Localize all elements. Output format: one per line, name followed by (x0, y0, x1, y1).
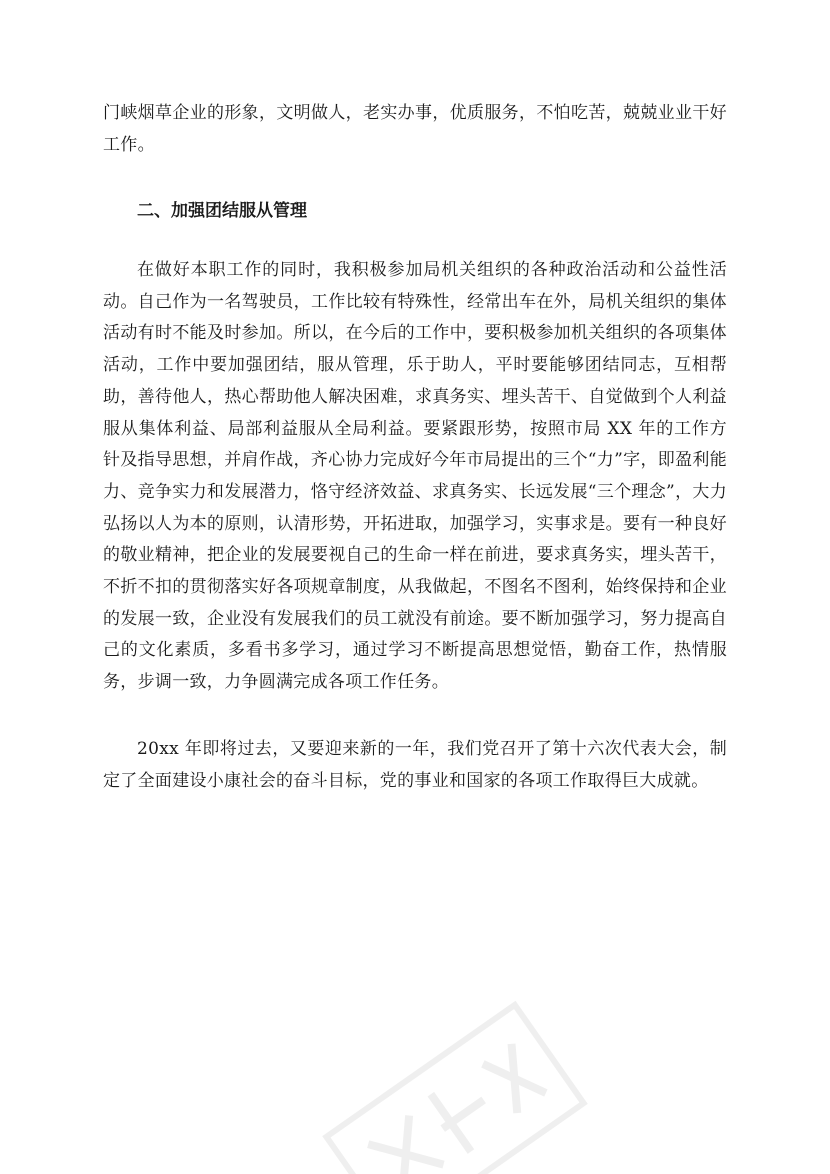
body-paragraph: 在做好本职工作的同时，我积极参加局机关组织的各种政治活动和公益性活动。自己作为一名驾驶员，工作比较有特殊性，经常出车在外，局机关组织的集体活动有时不能及时参加。所以，在今后的工作中，要积极参加机关组织的各项集体活动，工作中要加强团结，服从管理，乐于助人，平时要能够团结同志，互相帮助，善待他人，热心帮助他人解决困难，求真务实、埋头苦干、自觉做到个人利益服从集体利益、局部利益服从全局利益。要紧跟形势，按照市局 XX 年的工作方针及指导思想，并肩作战，齐心协力完成好今年市局提出的三个“力”字，即盈利能力、竞争实力和发展潜力，恪守经济效益、求真务实、长远发展“三个理念”，大力弘扬以人为本的原则，认清形势，开拓进取，加强学习，实事求是。要有一种良好的敬业精神，把企业的发展要视自己的生命一样在前进，要求真务实，埋头苦干，不折不扣的贯彻落实好各项规章制度，从我做起，不图名不图利，始终保持和企业的发展一致，企业没有发展我们的员工就没有前途。要不断加强学习，努力提高自己的文化素质，多看书多学习，通过学习不断提高思想觉悟，勤奋工作，热情服务，步调一致，力争圆满完成各项工作任务。 (103, 260, 727, 693)
final-paragraph: 20xx 年即将过去，又要迎来新的一年，我们党召开了第十六次代表大会，制定了全面建设小康社会的奋斗目标，党的事业和国家的各项工作取得巨大成就。 (103, 739, 727, 791)
continued-paragraph: 门峡烟草企业的形象，文明做人，老实办事，优质服务，不怕吃苦，兢兢业业干好工作。 (103, 103, 727, 155)
watermark-icon (307, 983, 604, 1174)
section-heading: 二、加强团结服从管理 (137, 201, 307, 221)
